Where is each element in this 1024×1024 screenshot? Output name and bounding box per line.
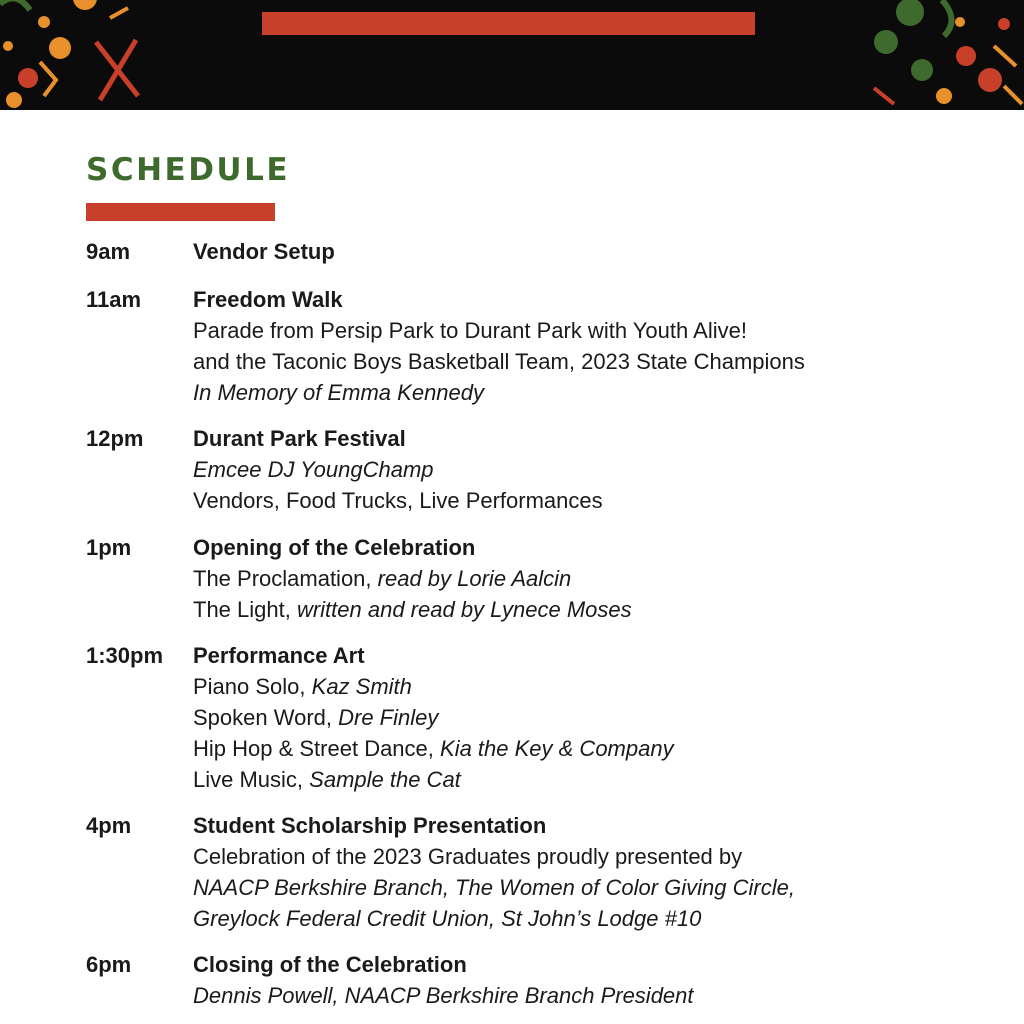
schedule-time: 12pm	[86, 426, 144, 451]
detail-italic-text: NAACP Berkshire Branch, The Women of Color Giving Circle,	[193, 875, 795, 900]
detail-text: Vendors, Food Trucks, Live Performances	[193, 488, 603, 513]
schedule-detail-line	[193, 594, 632, 625]
schedule-time: 9am	[86, 239, 131, 264]
detail-text: Spoken Word,	[193, 705, 339, 730]
section-heading: SCHEDULE	[86, 152, 291, 188]
schedule-item	[86, 284, 805, 408]
detail-text: The Proclamation,	[193, 566, 378, 591]
schedule-details	[193, 284, 805, 408]
schedule-item	[86, 949, 694, 1011]
schedule-item	[86, 423, 603, 516]
heading-underline	[86, 203, 275, 221]
schedule-detail-line	[193, 485, 603, 516]
detail-italic-text: Greylock Federal Credit Union, St John’s Lodge #10	[193, 906, 702, 931]
schedule-time: 11am	[86, 287, 142, 312]
schedule-detail-line	[193, 671, 674, 702]
schedule-time: 6pm	[86, 952, 132, 977]
schedule-item	[86, 810, 795, 934]
schedule-time: 4pm	[86, 813, 132, 838]
detail-text: Live Music,	[193, 767, 310, 792]
detail-italic-text: In Memory of Emma Kennedy	[193, 380, 485, 405]
schedule-time: 1pm	[86, 535, 132, 560]
schedule-item	[86, 236, 335, 267]
decorative-pattern-left	[0, 0, 150, 110]
schedule-item	[86, 640, 674, 795]
banner-red-bar	[262, 12, 755, 35]
schedule-detail-line	[193, 764, 674, 795]
schedule-detail-line	[193, 563, 632, 594]
schedule-detail-line	[193, 315, 805, 346]
detail-italic-text: Dre Finley	[338, 705, 439, 730]
schedule-title: Vendor Setup	[193, 239, 335, 264]
detail-text: Piano Solo,	[193, 674, 312, 699]
detail-text: and the Taconic Boys Basketball Team, 2023 State Champions	[193, 349, 805, 374]
schedule-detail-line	[193, 702, 674, 733]
schedule-details	[193, 949, 694, 1011]
schedule-title: Closing of the Celebration	[193, 952, 467, 977]
schedule-title: Performance Art	[193, 643, 365, 668]
schedule-details	[193, 810, 795, 934]
detail-italic-text: Emcee DJ YoungChamp	[193, 457, 434, 482]
detail-text: Celebration of the 2023 Graduates proudly presented by	[193, 844, 743, 869]
detail-italic-text: Kaz Smith	[311, 674, 412, 699]
schedule-detail-line	[193, 841, 795, 872]
detail-italic-text: Kia the Key & Company	[440, 736, 674, 761]
schedule-detail-line	[193, 346, 805, 377]
detail-text: The Light,	[193, 597, 297, 622]
detail-italic-text: Dennis Powell, NAACP Berkshire Branch President	[193, 983, 694, 1008]
schedule-details	[193, 236, 335, 267]
header-banner	[0, 0, 1024, 110]
decorative-pattern-right	[864, 0, 1024, 110]
detail-italic-text: read by Lorie Aalcin	[377, 566, 572, 591]
schedule-details	[193, 423, 603, 516]
detail-italic-text: written and read by Lynece Moses	[296, 597, 632, 622]
schedule-detail-line	[193, 872, 795, 903]
schedule-title: Freedom Walk	[193, 287, 343, 312]
detail-text: Parade from Persip Park to Durant Park with Youth Alive!	[193, 318, 747, 343]
schedule-details	[193, 640, 674, 795]
schedule-detail-line	[193, 980, 694, 1011]
schedule-title: Durant Park Festival	[193, 426, 406, 451]
detail-italic-text: Sample the Cat	[309, 767, 461, 792]
schedule-detail-line	[193, 903, 795, 934]
schedule-title: Student Scholarship Presentation	[193, 813, 547, 838]
schedule-title: Opening of the Celebration	[193, 535, 476, 560]
schedule-time: 1:30pm	[86, 643, 164, 668]
schedule-detail-line	[193, 454, 603, 485]
schedule-detail-line	[193, 377, 805, 408]
schedule-details	[193, 532, 632, 625]
detail-text: Hip Hop & Street Dance,	[193, 736, 441, 761]
schedule-item	[86, 532, 632, 625]
schedule-detail-line	[193, 733, 674, 764]
